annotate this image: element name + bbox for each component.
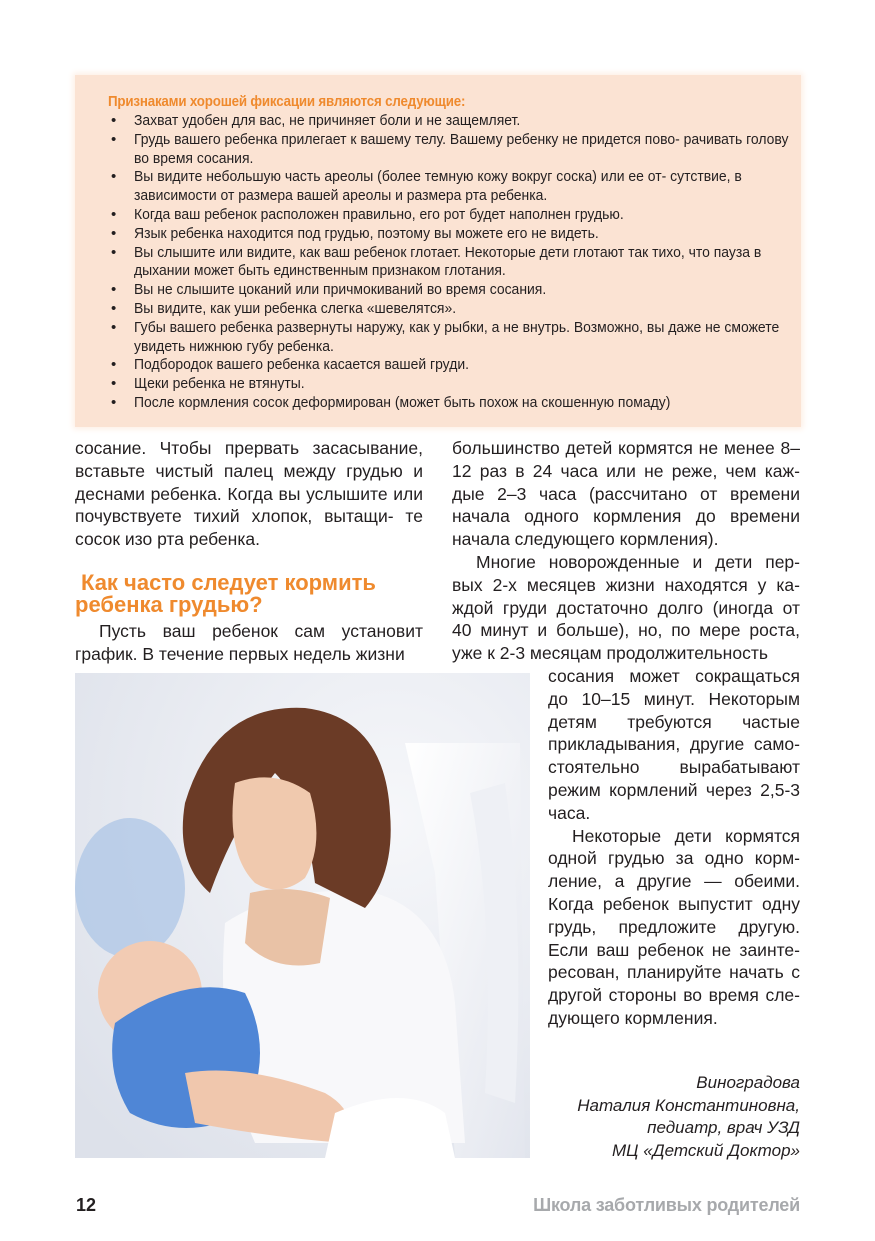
good-latch-callout-box (75, 75, 801, 427)
left-column-para1 (75, 437, 423, 551)
body-paragraph: Некоторые дети кормятся одной грудью за одно корм- ление, а другие — обеими. Когда ребенок выпустит одну грудь, предложите другую. Если ваш ребенок не заинте- ресован, планируйте начать с другой стороны во время сле- дующего кормления. (548, 825, 800, 1028)
list-item: • Грудь вашего ребенка прилегает к вашему телу. Вашему ребенку не придется пово- рачивать голову во время сосания. (111, 130, 789, 167)
body-paragraph: сосание. Чтобы прервать засасывание, вставьте чистый палец между грудью и деснами ребенка. Когда вы услышите или почувствуете тихий хлопок, вытащи- те сосок изо рта ребенка. (75, 438, 423, 550)
list-item: • После кормления сосок деформирован (может быть похож на скошенную помаду) (111, 393, 671, 411)
bullet-icon: • (111, 375, 117, 393)
page-number: 12 (76, 1195, 97, 1215)
bullet-icon: • (111, 393, 117, 411)
body-paragraph: большинство детей кормятся не менее 8–12 раз в 24 часа или не реже, чем каж- дые 2–3 часа (рассчитано от времени начала одного кормления до времени начала следующего кормления). (452, 438, 800, 550)
list-item: • Захват удобен для вас, не причиняет боли и не защемляет. (111, 112, 521, 129)
body-paragraph: Многие новорожденные и дети пер- вых 2-х месяцев жизни находятся у ка- ждой груди достаточно долго (иногда от 40 минут и больше), но, по мере роста, уже к 2-3 месяцам продолжительность (452, 551, 800, 664)
publication-title: Школа заботливых родителей (533, 1195, 800, 1215)
body-paragraph: Пусть ваш ребенок сам установит график. В течение первых недель жизни (75, 621, 423, 664)
bullet-icon: • (111, 224, 117, 242)
section-heading (75, 572, 435, 616)
author-organization: МЦ «Детский Доктор» (611, 1140, 800, 1160)
body-paragraph: сосания может сокращаться до 10–15 минут. Некоторым детям требуются частые прикладывания, другие само- стоятельно вырабатывают режим кормлений через 2,5-3 часа. (548, 666, 800, 823)
bullet-icon: • (111, 356, 117, 374)
bullet-icon: • (111, 243, 117, 261)
bullet-icon: • (111, 318, 117, 336)
list-item: • Вы не слышите цоканий или причмокиваний во время сосания. (111, 281, 547, 299)
list-item: • Вы видите небольшую часть ареолы (более темную кожу вокруг соска) или ее от- сутствие, в зависимости от размера вашей ареолы и размера рта ребенка. (111, 168, 742, 205)
bullet-icon: • (111, 299, 117, 317)
list-item: • Губы вашего ребенка развернуты наружу, как у рыбки, а не внутрь. Возможно, вы даже не сможете увидеть нижнюю губу ребенка. (111, 318, 780, 355)
author-position: педиатр, врач УЗД (647, 1118, 800, 1137)
callout-title: Признаками хорошей фиксации являются следующие: (108, 94, 466, 110)
heading-line-1: Как часто следует кормить (81, 570, 376, 595)
list-item: • Вы слышите или видите, как ваш ребенок глотает. Некоторые дети глотают так тихо, что пауза в дыхании может быть единственным признаком глотания. (111, 243, 762, 280)
author-name: Наталия Константиновна, (577, 1095, 800, 1115)
good-latch-list (108, 112, 798, 413)
list-item: • Язык ребенка находится под грудью, поэтому вы можете его не видеть. (111, 224, 599, 242)
list-item: • Когда ваш ребенок расположен правильно, его рот будет наполнен грудью. (111, 205, 624, 223)
list-item: • Щеки ребенка не втянуты. (111, 375, 305, 393)
left-column-para2 (75, 620, 423, 666)
bullet-icon: • (111, 168, 117, 186)
author-surname: Виноградова (696, 1073, 800, 1092)
heading-line-2: ребенка грудью? (75, 592, 263, 617)
bullet-icon: • (111, 130, 117, 148)
toy-blur (75, 818, 185, 958)
bullet-icon: • (111, 281, 117, 299)
right-column (452, 437, 800, 665)
list-item: • Подбородок вашего ребенка касается вашей груди. (111, 356, 470, 374)
bullet-icon: • (111, 112, 117, 129)
mother-breastfeeding-photo (75, 673, 530, 1158)
list-item: • Вы видите, как уши ребенка слегка «шевелятся». (111, 299, 457, 317)
right-column-narrow (548, 665, 800, 1030)
photo-illustration (75, 673, 530, 1158)
author-signature (577, 1072, 800, 1162)
bullet-icon: • (111, 205, 117, 223)
